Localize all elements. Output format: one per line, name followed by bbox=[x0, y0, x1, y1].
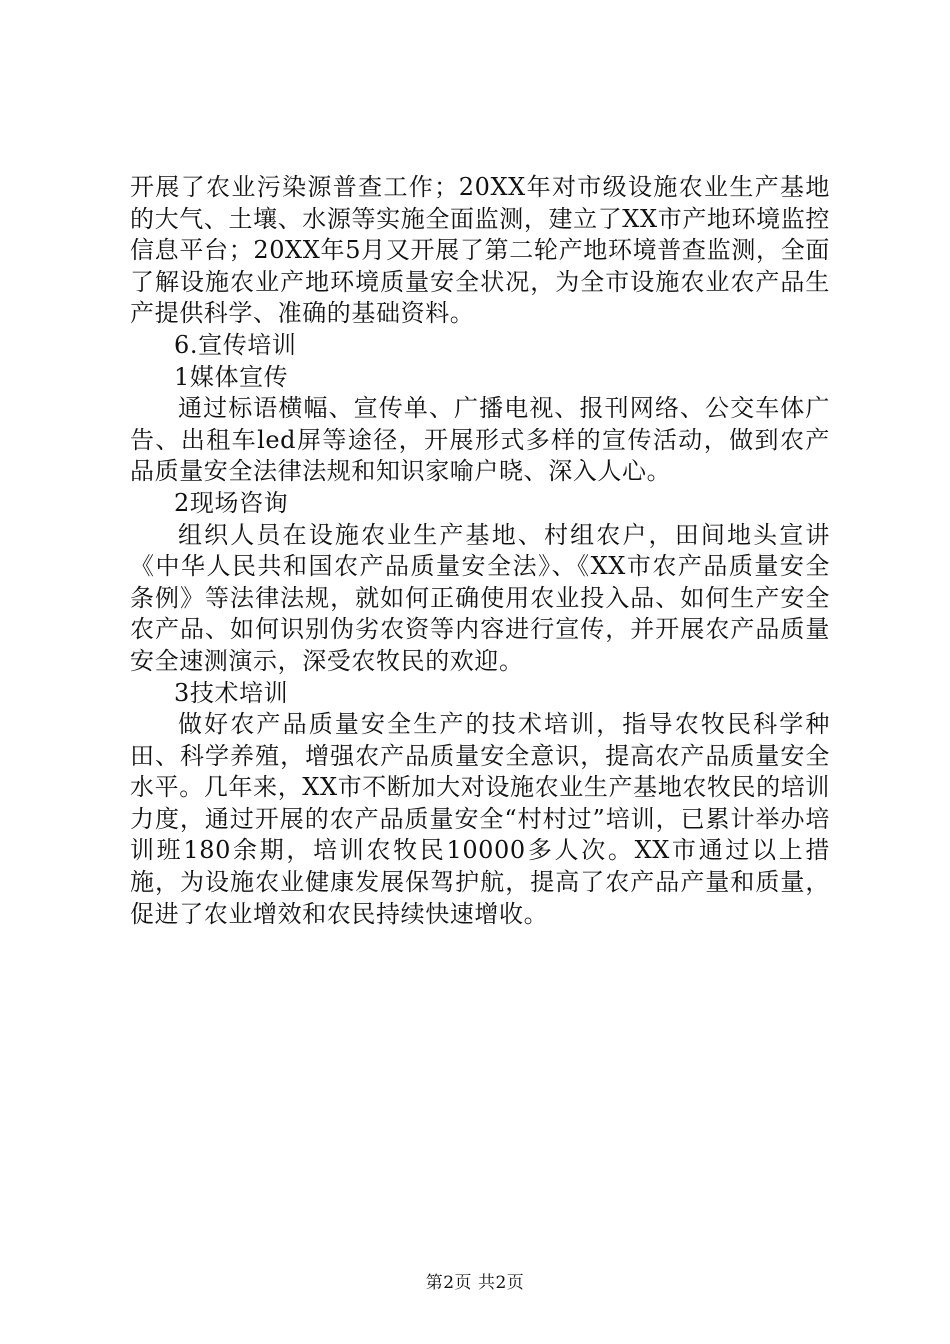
subheading-onsite-consultation: 2现场咨询 bbox=[174, 488, 289, 517]
paragraph-media-publicity: 通过标语横幅、宣传单、广播电视、报刊网络、公交车体广告、出租车led屏等途径，开展形式多样的宣传活动，做到农产品质量安全法律法规和知识家喻户晓、深入人心。 bbox=[130, 394, 830, 486]
paragraph-technical-training: 做好农产品质量安全生产的技术培训，指导农牧民科学种田、科学养殖，增强农产品质量安全意识，提高农产品质量安全水平。几年来，XX市不断加大对设施农业生产基地农牧民的培训力度，通过开展的农产品质量安全“村村过”培训，已累计举办培训班180余期，培训农牧民10000多人次。XX市通过以上措施，为设施农业健康发展保驾护航，提高了农产品产量和质量，促进了农业增效和农民持续快速增收。 bbox=[130, 710, 830, 928]
document-body bbox=[130, 172, 830, 930]
subheading-media-publicity: 1媒体宣传 bbox=[174, 362, 289, 391]
paragraph-onsite-consultation: 组织人员在设施农业生产基地、村组农户，田间地头宣讲《中华人民共和国农产品质量安全法》、《XX市农产品质量安全条例》等法律法规，就如何正确使用农业投入品、如何生产安全农产品、如何识别伪劣农资等内容进行宣传，并开展农产品质量安全速测演示，深受农牧民的欢迎。 bbox=[130, 520, 830, 675]
page-number-footer: 第2页 共2页 bbox=[425, 1273, 525, 1293]
paragraph-continuation: 开展了农业污染源普查工作；20XX年对市级设施农业生产基地的大气、土壤、水源等实施全面监测，建立了XX市产地环境监控信息平台；20XX年5月又开展了第二轮产地环境普查监测，全面了解设施农业产地环境质量安全状况，为全市设施农业农产品生产提供科学、准确的基础资料。 bbox=[130, 173, 830, 328]
section-heading-publicity-training: 6.宣传培训 bbox=[174, 330, 297, 359]
subheading-technical-training: 3技术培训 bbox=[174, 678, 289, 707]
